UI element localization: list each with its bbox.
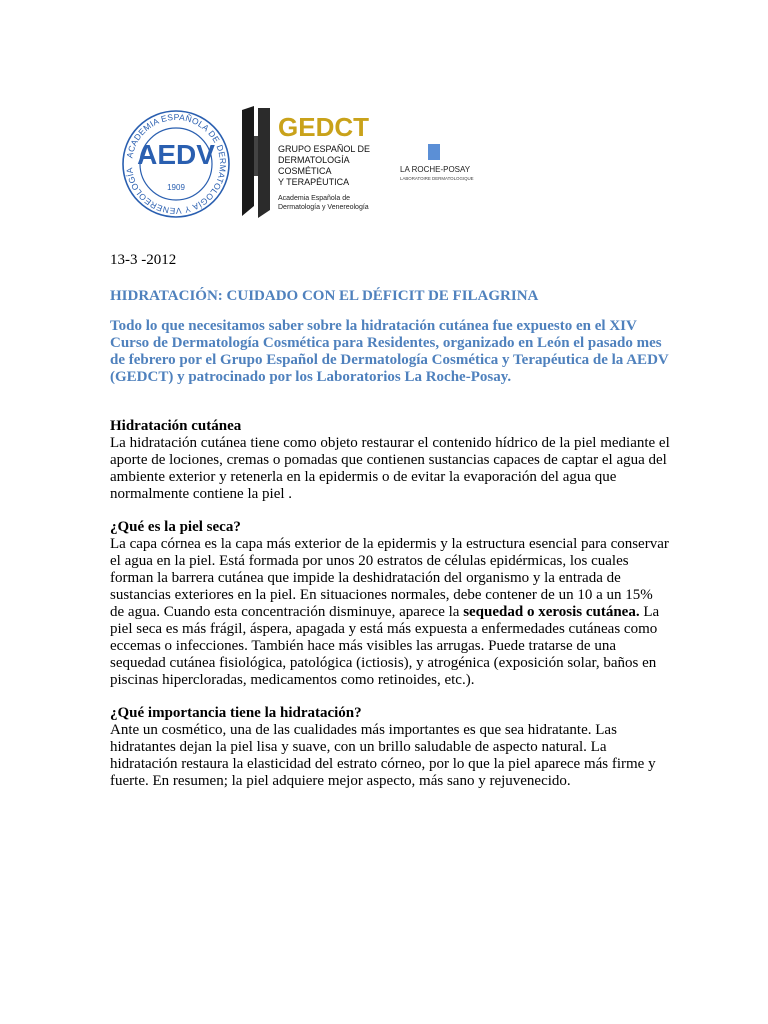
gedct-sub-line-2: Dermatología y Venereología <box>278 204 369 211</box>
aedv-year: 1909 <box>167 183 185 192</box>
section-heading-importancia: ¿Qué importancia tiene la hidratación? <box>110 705 362 721</box>
lrp-square-icon <box>428 144 440 160</box>
section-body-piel-seca <box>110 536 670 689</box>
gedct-title: GEDCT <box>278 112 369 142</box>
lrp-name: LA ROCHE-POSAY <box>400 165 471 174</box>
piel-seca-text-2: La piel seca es más frágil, áspera, apagada y está más expuesta a enfermedades cutáneas como eccemas o infecciones. También hace más visibles las arrugas. Puede tratarse de una sequedad cutánea fisiológica, patológica (ictiosis), y atrogénica (exposición solar, baños en piscinas hipercloradas, medicamentos como retinoides, etc.). <box>110 604 660 688</box>
header-logos <box>110 100 510 220</box>
article-date: 13-3 -2012 <box>110 252 177 268</box>
aedv-ring-text: ACADEMIA ESPAÑOLA DE DERMATOLOGÍA Y VENEREOLOGÍA <box>124 111 229 217</box>
piel-seca-bold-term: sequedad o xerosis cutánea. <box>463 604 640 620</box>
gedct-emblem-icon <box>242 106 270 218</box>
article-title: HIDRATACIÓN: CUIDADO CON EL DÉFICIT DE FILAGRINA <box>110 288 539 304</box>
article-lead: Todo lo que necesitamos saber sobre la hidratación cutánea fue expuesto en el XIV Curso de Dermatología Cosmética para Residentes, organizado en León el pasado mes de febrero por el Grupo Español de Dermatología Cosmética y Terapéutica de la AEDV (GEDCT) y patrocinado por los Laboratorios La Roche-Posay. <box>110 318 669 385</box>
section-body-hidratacion: La hidratación cutánea tiene como objeto restaurar el contenido hídrico de la piel mediante el aporte de lociones, cremas o pomadas que contienen sustancias capaces de captar el agua del ambiente exterior y retenerla en la epidermis o de evitar la evaporación del agua que normalmente contiene la piel . <box>110 435 670 502</box>
lrp-tagline: LABORATOIRE DERMATOLOGIQUE <box>400 176 474 181</box>
section-heading-hidratacion: Hidratación cutánea <box>110 418 242 434</box>
gedct-line-3: COSMÉTICA <box>278 166 332 176</box>
section-body-importancia: Ante un cosmético, una de las cualidades más importantes es que sea hidratante. Las hidratantes dejan la piel lisa y suave, con un brillo saludable de aspecto natural. La hidratación restaura la elasticidad del estrato córneo, por lo que la piel aparece más firme y fuerte. En resumen; la piel adquiere mejor aspecto, más sano y rejuvenecido. <box>110 722 656 789</box>
section-heading-piel-seca: ¿Qué es la piel seca? <box>110 519 241 535</box>
piel-seca-text-1: La capa córnea es la capa más exterior de la epidermis y la estructura esencial para conservar el agua en la piel. Está formada por unos 20 estratos de células epidérmicas, los cuales forman la barrera cutánea que impide la deshidratación del organismo y la entrada de sustancias exteriores en la piel. En situaciones normales, debe contener de un 10 a un 15% de agua. Cuando esta concentración disminuye, aparece la <box>110 536 669 620</box>
gedct-sub-line-1: Academia Española de <box>278 195 350 202</box>
gedct-line-4: Y TERAPÉUTICA <box>278 177 350 187</box>
article <box>110 252 670 806</box>
la-roche-posay-logo <box>398 142 494 184</box>
gedct-line-1: GRUPO ESPAÑOL DE <box>278 144 371 154</box>
svg-text:AEDV: AEDV <box>137 139 215 170</box>
aedv-monogram <box>137 139 215 170</box>
aedv-logo <box>120 108 232 220</box>
gedct-line-2: DERMATOLOGÍA <box>278 155 350 165</box>
